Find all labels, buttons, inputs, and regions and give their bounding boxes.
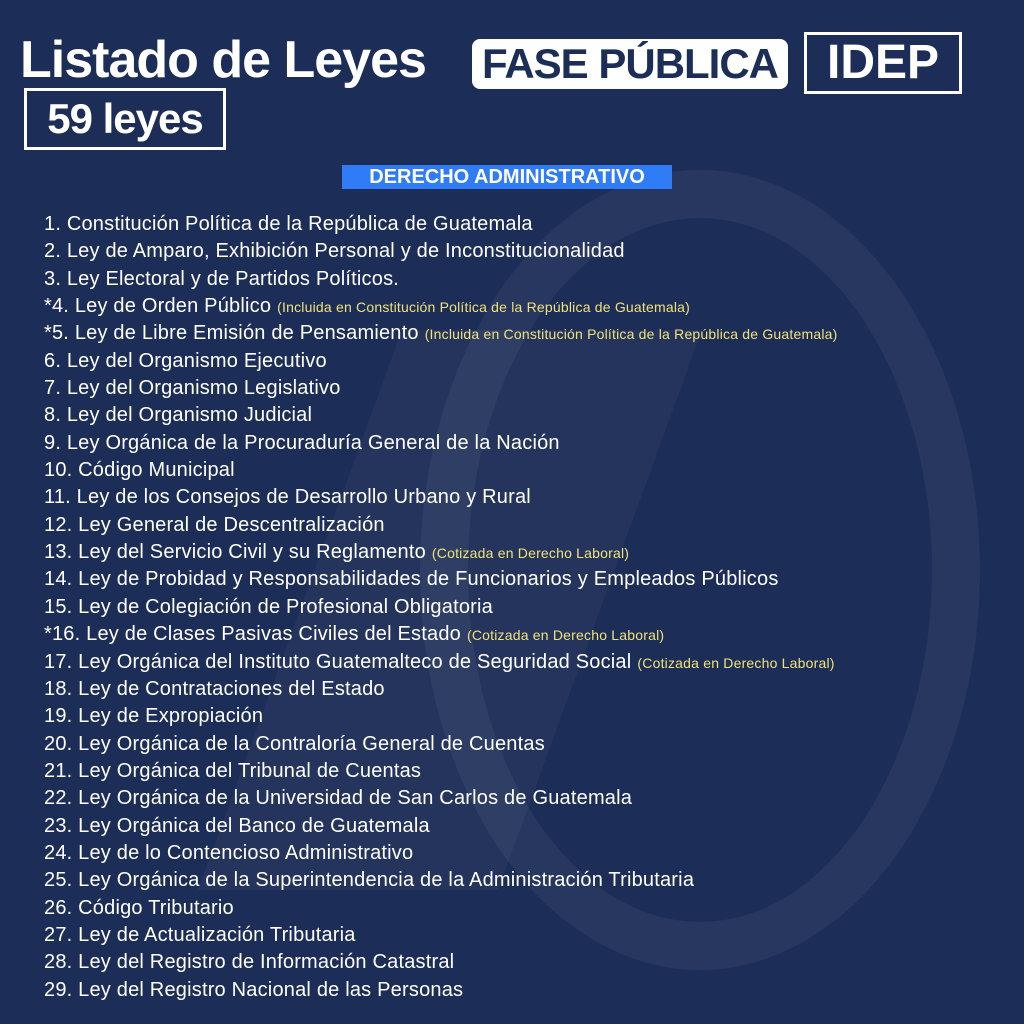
law-item bbox=[44, 238, 838, 265]
law-title: 23. Ley Orgánica del Banco de Guatemala bbox=[44, 814, 430, 837]
law-title: 13. Ley del Servicio Civil y su Reglamento bbox=[44, 541, 426, 564]
law-note: (Incluida en Constitución Política de la República de Guatemala) bbox=[424, 326, 838, 343]
law-item bbox=[44, 977, 838, 1004]
law-title: 1. Constitución Política de la República de Guatemala bbox=[44, 213, 533, 235]
law-item bbox=[44, 703, 838, 730]
law-item bbox=[44, 211, 838, 238]
law-title: 10. Código Municipal bbox=[44, 459, 235, 482]
law-title: 8. Ley del Organismo Judicial bbox=[44, 404, 313, 427]
law-item bbox=[44, 676, 838, 703]
law-title: 19. Ley de Expropiación bbox=[44, 705, 264, 728]
law-item bbox=[44, 457, 838, 484]
law-item bbox=[44, 785, 838, 812]
law-note: (Cotizada en Derecho Laboral) bbox=[637, 654, 835, 671]
law-title: 11. Ley de los Consejos de Desarrollo Urbano y Rural bbox=[44, 486, 531, 509]
law-title: *4. Ley de Orden Público bbox=[44, 295, 272, 318]
law-title: 9. Ley Orgánica de la Procuraduría General de la Nación bbox=[44, 431, 560, 454]
law-title: 27. Ley de Actualización Tributaria bbox=[44, 923, 356, 946]
law-title: 2. Ley de Amparo, Exhibición Personal y de Inconstitucionalidad bbox=[44, 240, 625, 263]
law-title: 24. Ley de lo Contencioso Administrativo bbox=[44, 841, 414, 864]
law-item bbox=[44, 375, 838, 402]
law-title: 15. Ley de Colegiación de Profesional Obligatoria bbox=[44, 595, 493, 618]
law-item bbox=[44, 539, 838, 566]
law-title: *16. Ley de Clases Pasivas Civiles del Estado bbox=[44, 623, 461, 646]
law-title: 26. Código Tributario bbox=[44, 896, 234, 919]
law-title: 28. Ley del Registro de Información Catastral bbox=[44, 951, 455, 974]
law-title: 7. Ley del Organismo Legislativo bbox=[44, 377, 341, 400]
page-title: Listado de Leyes bbox=[20, 31, 426, 89]
law-item bbox=[44, 402, 838, 429]
law-title: 20. Ley Orgánica de la Contraloría General de Cuentas bbox=[44, 732, 545, 755]
law-title: 25. Ley Orgánica de la Superintendencia de la Administración Tributaria bbox=[44, 869, 695, 892]
section-heading: DERECHO ADMINISTRATIVO bbox=[342, 165, 672, 189]
law-item bbox=[44, 922, 838, 949]
law-item bbox=[44, 348, 838, 375]
count-badge: 59 leyes bbox=[24, 88, 226, 150]
law-title: 18. Ley de Contrataciones del Estado bbox=[44, 677, 385, 700]
law-item bbox=[44, 293, 838, 320]
law-title: 3. Ley Electoral y de Partidos Políticos. bbox=[44, 267, 400, 290]
law-item bbox=[44, 867, 838, 894]
org-badge: IDEP bbox=[804, 32, 962, 94]
law-item bbox=[44, 895, 838, 922]
law-item bbox=[44, 594, 838, 621]
law-item bbox=[44, 430, 838, 457]
law-title: 17. Ley Orgánica del Instituto Guatemalteco de Seguridad Social bbox=[44, 650, 632, 673]
law-item bbox=[44, 484, 838, 511]
law-item bbox=[44, 621, 838, 648]
law-item bbox=[44, 649, 838, 676]
law-title: 14. Ley de Probidad y Responsabilidades de Funcionarios y Empleados Públicos bbox=[44, 568, 779, 591]
law-item bbox=[44, 266, 838, 293]
law-item bbox=[44, 758, 838, 785]
law-note: (Incluida en Constitución Política de la República de Guatemala) bbox=[277, 299, 690, 316]
law-note: (Cotizada en Derecho Laboral) bbox=[467, 627, 665, 644]
law-item bbox=[44, 813, 838, 840]
law-title: 29. Ley del Registro Nacional de las Personas bbox=[44, 978, 464, 1001]
law-title: 22. Ley Orgánica de la Universidad de San Carlos de Guatemala bbox=[44, 787, 633, 810]
law-item bbox=[44, 840, 838, 867]
law-item bbox=[44, 566, 838, 593]
law-item bbox=[44, 949, 838, 976]
law-item bbox=[44, 731, 838, 758]
law-title: 12. Ley General de Descentralización bbox=[44, 513, 385, 536]
law-title: *5. Ley de Libre Emisión de Pensamiento bbox=[44, 322, 419, 345]
law-item bbox=[44, 512, 838, 539]
phase-badge: FASE PÚBLICA bbox=[472, 39, 788, 89]
law-title: 21. Ley Orgánica del Tribunal de Cuentas bbox=[44, 759, 422, 782]
law-item bbox=[44, 320, 838, 347]
law-note: (Cotizada en Derecho Laboral) bbox=[431, 545, 630, 562]
law-title: 6. Ley del Organismo Ejecutivo bbox=[44, 349, 327, 372]
law-list bbox=[44, 211, 838, 1004]
